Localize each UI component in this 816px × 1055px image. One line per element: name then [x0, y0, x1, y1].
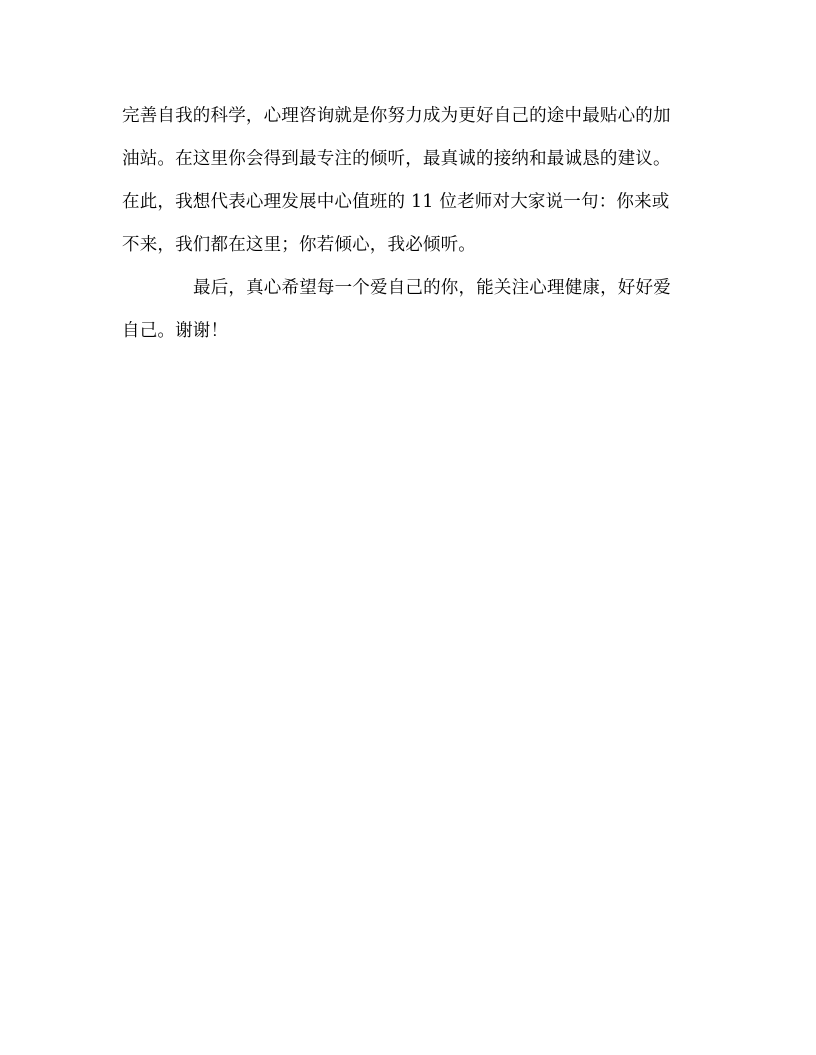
document-body: [122, 102, 710, 360]
paragraph-2: [122, 274, 710, 345]
paragraph-line: 自己。谢谢！: [122, 321, 229, 341]
paragraph-line: 最后，真心希望每一个爱自己的你，能关注心理健康，好好爱: [193, 278, 671, 298]
paragraph-line: 在此，我想代表心理发展中心值班的 11 位老师对大家说一句：你来或: [122, 192, 670, 212]
paragraph-line: 完善自我的科学，心理咨询就是你努力成为更好自己的途中最贴心的加: [122, 106, 671, 126]
paragraph-1: [122, 102, 710, 259]
paragraph-line: 不来，我们都在这里；你若倾心，我必倾听。: [122, 235, 476, 255]
paragraph-line: 油站。在这里你会得到最专注的倾听，最真诚的接纳和最诚恳的建议。: [122, 149, 671, 169]
